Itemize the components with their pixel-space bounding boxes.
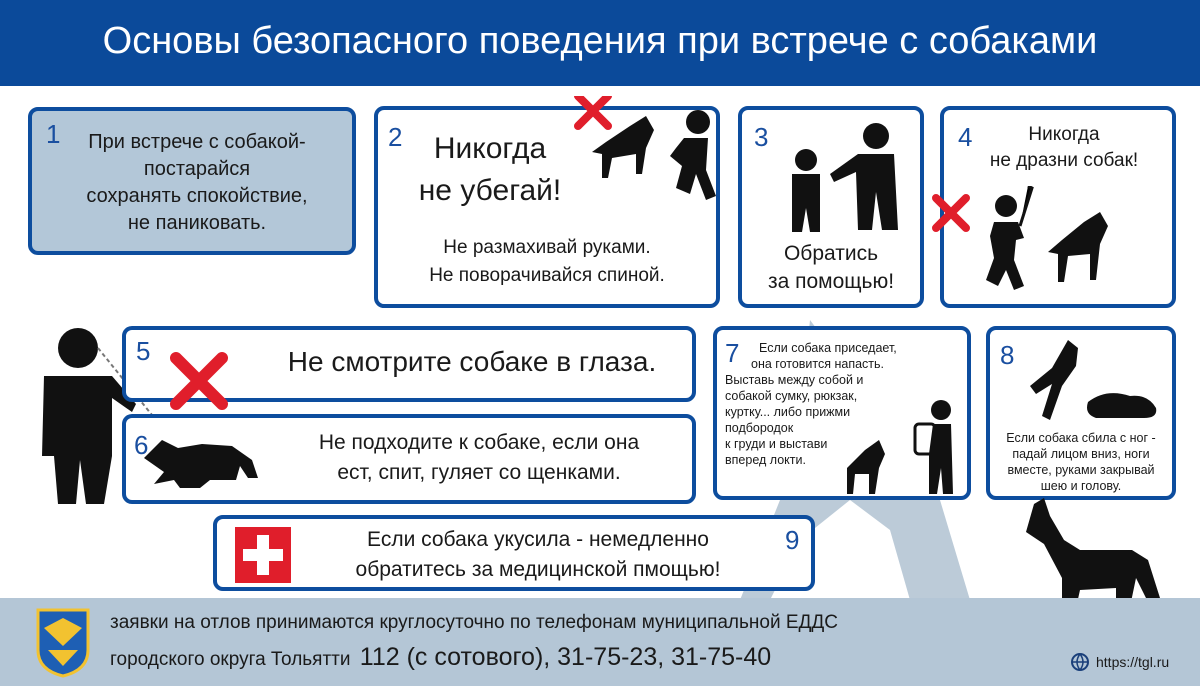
tip-6-line: Не подходите к собаке, если она xyxy=(318,431,640,454)
tip-4-line: не дразни собак! xyxy=(989,150,1139,171)
tip-number: 2 xyxy=(388,122,403,152)
tip-9-line: обратитесь за медицинской пмощью! xyxy=(355,558,721,581)
tip-7-line: к груди и выстави xyxy=(725,437,828,451)
tip-2-headline: не убегай! xyxy=(418,174,562,207)
tip-7-line: Выставь между собой и xyxy=(725,373,864,387)
tip-number: 9 xyxy=(785,525,800,555)
tip-8-line: шею и голову. xyxy=(1040,479,1122,493)
tip-2-line: Не поворачивайся спиной. xyxy=(429,265,665,286)
tip-3-line: за помощью! xyxy=(767,270,895,293)
globe-icon xyxy=(1070,652,1090,672)
tip-2-line: Не размахивай руками. xyxy=(443,237,651,258)
tip-1-line: постарайся xyxy=(143,158,251,180)
footer-line-1: заявки на отлов принимаются круглосуточно по телефонам муниципальной ЕДДС xyxy=(110,612,839,633)
tip-8-line: падай лицом вниз, ноги xyxy=(1012,447,1150,461)
tip-number: 8 xyxy=(1000,340,1015,370)
tip-number: 1 xyxy=(46,119,61,149)
tip-7-line: Если собака приседает, xyxy=(759,341,897,355)
tip-6-card xyxy=(122,414,696,504)
tip-7-line: она готовится напасть. xyxy=(751,357,885,371)
page-title: Основы безопасного поведения при встрече с собаками xyxy=(102,20,1098,62)
tip-3-line: Обратись xyxy=(783,242,879,265)
tip-7-line: вперед локти. xyxy=(725,453,806,467)
lying-dog-icon xyxy=(140,428,264,494)
tip-7-line: куртку... либо прижми xyxy=(725,405,851,419)
tip-3-card xyxy=(738,106,924,308)
child-and-adult-icon xyxy=(778,122,918,234)
tip-2-card xyxy=(374,106,720,308)
teasing-dog-icon xyxy=(930,186,1156,302)
tip-number: 3 xyxy=(754,122,769,152)
footer-phones: 112 (с сотового), 31-75-23, 31-75-40 xyxy=(359,643,772,671)
tip-1-card xyxy=(28,107,356,255)
tip-number: 6 xyxy=(134,430,149,460)
boy-with-backpack-icon xyxy=(845,398,971,498)
tip-number: 4 xyxy=(958,122,973,152)
tip-4-card xyxy=(940,106,1176,308)
tip-8-card xyxy=(986,326,1176,500)
tip-4-line: Никогда xyxy=(1028,124,1100,145)
tip-5-text: Не смотрите собаке в глаза. xyxy=(287,346,657,377)
tip-7-line: подбородок xyxy=(725,421,794,435)
tip-1-line: При встрече с собакой- xyxy=(88,131,306,153)
tip-1-line: не паниковать. xyxy=(127,212,267,234)
tip-8-line: вместе, руками закрывай xyxy=(1007,463,1155,477)
tip-9-card xyxy=(213,515,815,591)
tip-number: 7 xyxy=(725,338,740,368)
tolyatti-coat-of-arms-icon xyxy=(34,606,92,678)
dog-and-lying-person-icon xyxy=(1026,336,1170,426)
footer-line-2 xyxy=(110,642,771,675)
site-link[interactable]: https://tgl.ru xyxy=(1096,654,1170,670)
tip-7-line: собакой сумку, рюкзак, xyxy=(725,389,858,403)
tip-6-line: ест, спит, гуляет со щенками. xyxy=(337,461,621,484)
forbidden-cross-icon xyxy=(166,348,232,414)
tip-7-card xyxy=(713,326,971,500)
tip-number: 5 xyxy=(136,336,151,366)
running-boy-dog-icon xyxy=(572,96,722,216)
tip-1-line: сохранять спокойствие, xyxy=(86,185,308,207)
tip-2-headline: Никогда xyxy=(433,132,547,165)
tip-9-line: Если собака укусила - немедленно xyxy=(367,528,709,551)
first-aid-icon xyxy=(235,527,291,583)
footer-city: городского округа Тольятти xyxy=(110,649,351,670)
tip-8-line: Если собака сбила с ног - xyxy=(1006,431,1156,445)
